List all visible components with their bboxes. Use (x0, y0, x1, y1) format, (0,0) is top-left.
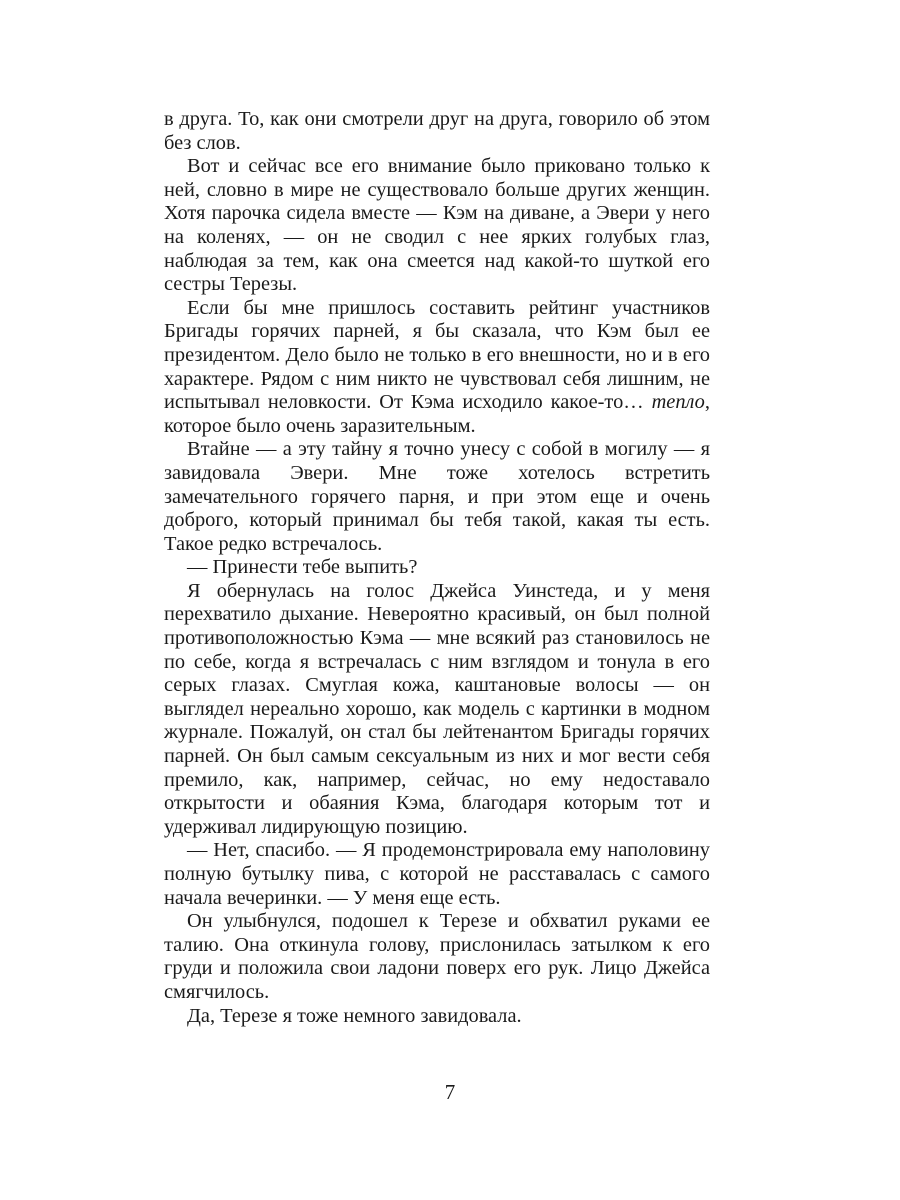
page-number: 7 (444, 1080, 456, 1104)
paragraph-5-dialogue: — Принести тебе выпить? (187, 556, 418, 579)
paragraph-3-italic-word: тепло (651, 391, 705, 414)
paragraph-7-dialogue: — Нет, спасибо. — Я продемонстрировала ему наполовину полную бутылку пива, с которой не расставалась с самого начала вечеринки. — У меня еще есть. (164, 839, 710, 909)
paragraph-9: Да, Терезе я тоже немного завидовала. (187, 1004, 522, 1027)
paragraph-8: Он улыбнулся, подошел к Терезе и обхватил руками ее талию. Она откинула голову, прислонилась затылком к его груди и положила свои ладони поверх его рук. Лицо Джейса смягчилось. (164, 910, 710, 1003)
paragraph-3-text: Если бы мне пришлось составить рейтинг участников Бригады горячих парней, я бы сказала, что Кэм был ее президентом. Дело было не только в его внешности, но и в его характере. Рядом с ним никто не чувствовал себя лишним, не испытывал неловкости. От Кэма исходило какое-то… (164, 296, 710, 414)
page-body-text (164, 108, 710, 1028)
paragraph-4: Втайне — а эту тайну я точно унесу с собой в могилу — я завидовала Эвери. Мне тоже хотелось встретить замечательного горячего парня, и при этом еще и очень доброго, который принимал бы тебя такой, какая ты есть. Такое редко встречалось. (164, 438, 710, 555)
paragraph-3-tail: , которое было очень заразительным. (164, 391, 710, 437)
paragraph-6: Я обернулась на голос Джейса Уинстеда, и у меня перехватило дыхание. Невероятно красивый, он был полной противоположностью Кэма — мне всякий раз становилось не по себе, когда я встречалась с ним взглядом и тонула в его серых глазах. Смуглая кожа, каштановые волосы — он выглядел нереально хорошо, как модель с картинки в модном журнале. Пожалуй, он стал бы лейтенантом Бригады горячих парней. Он был самым сексуальным из них и мог вести себя премило, как, например, сейчас, но ему недоставало открытости и обаяния Кэма, благодаря которым тот и удерживал лидирующую позицию. (164, 579, 710, 838)
paragraph-2: Вот и сейчас все его внимание было приковано только к ней, словно в мире не существовало больше других женщин. Хотя парочка сидела вместе — Кэм на диване, а Эвери у него на коленях, — он не сводил с нее ярких голубых глаз, наблюдая за тем, как она смеется над какой-то шуткой его сестры Терезы. (164, 155, 710, 296)
paragraph-3 (164, 297, 710, 439)
paragraph-1: в друга. То, как они смотрели друг на друга, говорило об этом без слов. (164, 108, 710, 154)
